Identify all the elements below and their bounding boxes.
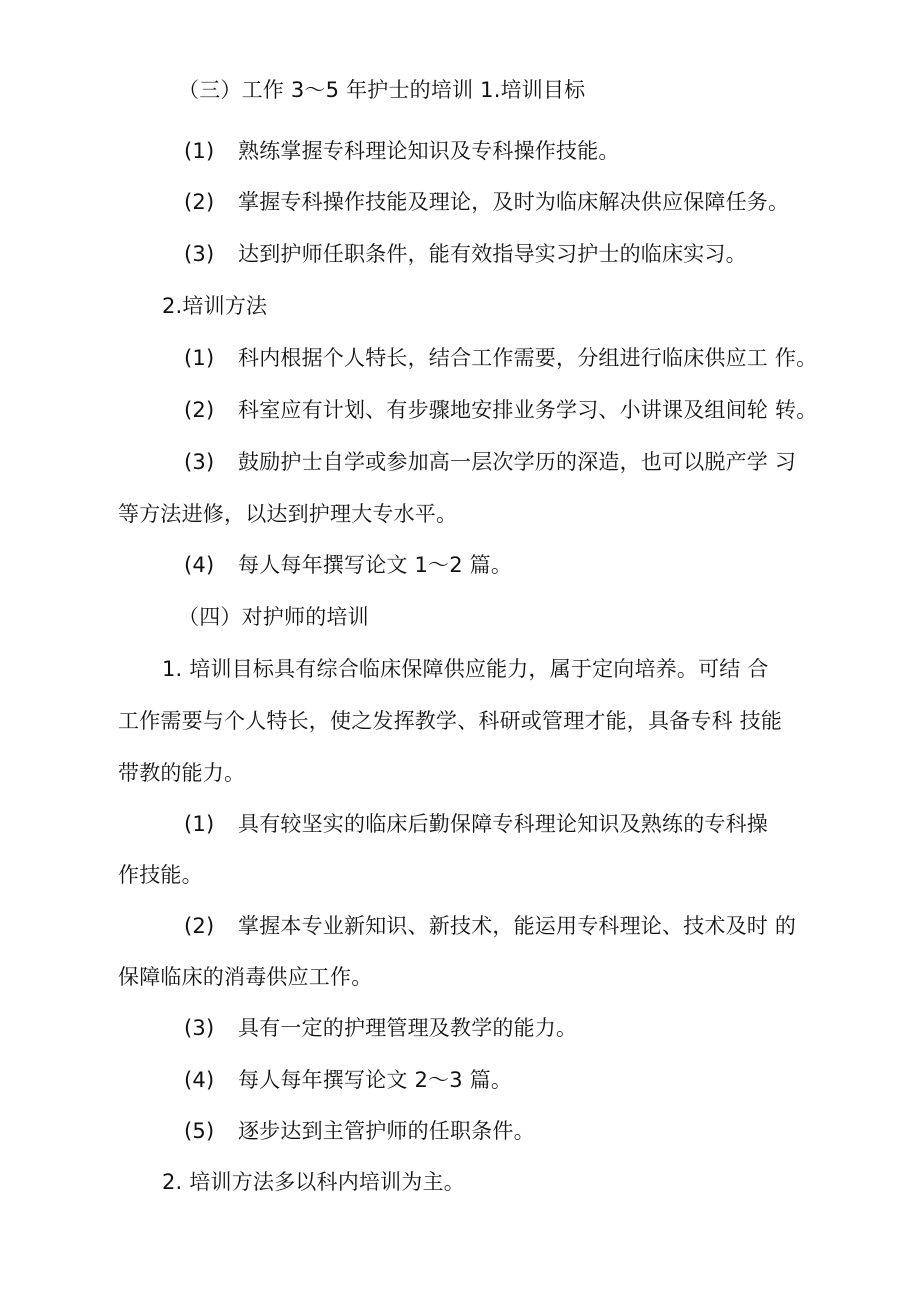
continuation-line: [118, 500, 457, 528]
line-text: 科内根据个人特长，结合工作需要，分组进行临床供应工 作。: [238, 346, 818, 370]
line-text: 保障临床的消毒供应工作。: [118, 965, 373, 989]
line-text: 2.培训方法: [162, 294, 268, 318]
paragraph-line: [162, 1168, 465, 1196]
item-number: (3): [184, 450, 215, 474]
line-text: （四）对护师的培训: [178, 605, 369, 629]
line-text: 每人每年撰写论文 1～2 篇。: [238, 553, 513, 577]
list-item: [184, 240, 747, 268]
line-text: 等方法进修，以达到护理大专水平。: [118, 502, 458, 526]
item-number: (5): [184, 1119, 215, 1143]
list-item: [184, 344, 817, 372]
item-number: (3): [184, 242, 215, 266]
item-number: (4): [184, 553, 215, 577]
subheading-training-method: [162, 292, 267, 320]
paragraph-line: [118, 759, 245, 787]
line-text: 2. 培训方法多以科内培训为主。: [162, 1170, 465, 1194]
item-number: (2): [184, 398, 215, 422]
paragraph-line: [162, 655, 769, 683]
line-text: 掌握专科操作技能及理论，及时为临床解决供应保障任务。: [238, 190, 790, 214]
item-number: (2): [184, 190, 215, 214]
line-text: （三）工作 3～5 年护士的培训 1.培训目标: [178, 78, 586, 102]
section-heading-three: [178, 76, 585, 104]
paragraph-line: [118, 707, 782, 735]
list-item: [184, 912, 796, 940]
list-item: [184, 137, 620, 165]
line-text: 作技能。: [118, 863, 203, 887]
item-number: (1): [184, 346, 215, 370]
section-heading-four: [178, 603, 369, 631]
list-item: [184, 396, 817, 424]
continuation-line: [118, 963, 372, 991]
item-number: (2): [184, 914, 215, 938]
item-number: (1): [184, 139, 215, 163]
list-item: [184, 188, 789, 216]
line-text: 具有一定的护理管理及教学的能力。: [238, 1016, 578, 1040]
line-text: 1. 培训目标具有综合临床保障供应能力，属于定向培养。可结 合: [162, 657, 769, 681]
list-item: [184, 1014, 577, 1042]
line-text: 鼓励护士自学或参加高一层次学历的深造，也可以脱产学 习: [238, 450, 797, 474]
item-number: (4): [184, 1068, 215, 1092]
line-text: 掌握本专业新知识、新技术，能运用专科理论、技术及时 的: [238, 914, 797, 938]
list-item: [184, 551, 512, 579]
item-number: (1): [184, 812, 215, 836]
list-item: [184, 448, 796, 476]
line-text: 科室应有计划、有步骤地安排业务学习、小讲课及组间轮 转。: [238, 398, 818, 422]
line-text: 带教的能力。: [118, 761, 246, 785]
line-text: 工作需要与个人特长，使之发挥教学、科研或管理才能，具备专科 技能: [118, 709, 783, 733]
list-item: [184, 1117, 535, 1145]
list-item: [184, 810, 768, 838]
line-text: 每人每年撰写论文 2～3 篇。: [238, 1068, 513, 1092]
list-item: [184, 1066, 512, 1094]
item-number: (3): [184, 1016, 215, 1040]
continuation-line: [118, 861, 203, 889]
line-text: 具有较坚实的临床后勤保障专科理论知识及熟练的专科操: [238, 812, 768, 836]
line-text: 达到护师任职条件，能有效指导实习护士的临床实习。: [238, 242, 747, 266]
line-text: 熟练掌握专科理论知识及专科操作技能。: [238, 139, 620, 163]
line-text: 逐步达到主管护师的任职条件。: [238, 1119, 535, 1143]
